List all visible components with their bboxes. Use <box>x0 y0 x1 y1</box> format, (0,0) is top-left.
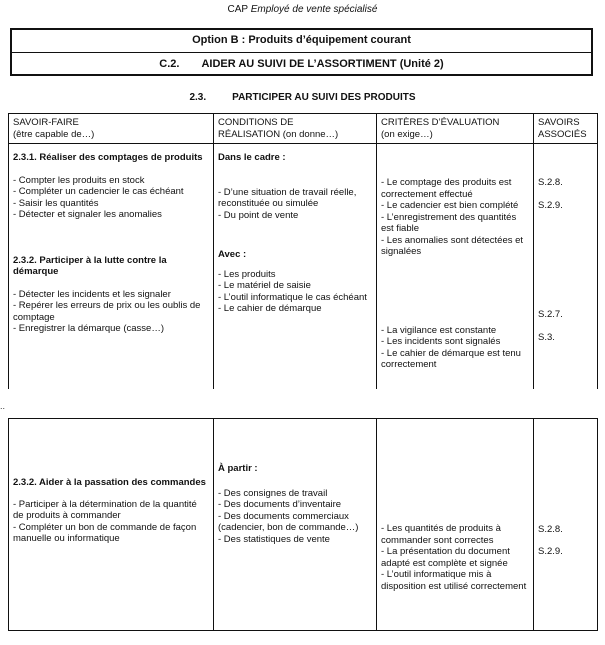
list-item: - L’enregistrement des quantités est fiable <box>381 211 517 234</box>
list-item: - Le comptage des produits est correctement effectué <box>381 177 512 200</box>
header-title: Employé de vente spécialisé <box>250 4 378 15</box>
savoir-ref: S.3. <box>538 331 555 343</box>
page-break-mark: .. <box>0 401 6 411</box>
list-item: - Les produits <box>218 268 276 280</box>
option-box <box>10 28 593 76</box>
list-item: - Des statistiques de vente <box>218 533 330 545</box>
document-header <box>0 4 605 15</box>
list-item: - L’outil informatique le cas échéant <box>218 291 367 303</box>
list-item: - Les incidents sont signalés <box>381 336 501 347</box>
conditions-heading: À partir : <box>218 463 258 474</box>
criteria-cell <box>377 144 534 389</box>
list-item: - Saisir les quantités <box>13 197 99 209</box>
list-item: - La présentation du document adapté est complète et signée <box>381 546 510 569</box>
column-header: CRITÈRES D’ÉVALUATION (on exige…) <box>377 114 534 144</box>
conditions-cell <box>214 144 377 389</box>
column-header: CONDITIONS DE RÉALISATION (on donne…) <box>214 114 377 144</box>
section-code: C.2. <box>159 58 180 70</box>
competency-heading: 2.3.2. Participer à la lutte contre la démarque <box>13 254 167 277</box>
list-item: - Du point de vente <box>218 209 299 221</box>
list-item: - Des documents d’inventaire <box>218 499 342 510</box>
savoir-ref: S.2.8. <box>538 177 563 188</box>
divider <box>12 52 591 53</box>
list-item: - La vigilance est constante <box>381 324 497 336</box>
savoirs-cell <box>534 144 598 389</box>
list-item: - Repérer les erreurs de prix ou les oublis de comptage <box>13 300 201 323</box>
savoir-ref: S.2.9. <box>538 545 563 557</box>
list-item: - Participer à la détermination de la quantité de produits à commander <box>13 498 197 521</box>
subsection-code: 2.3. <box>189 92 207 103</box>
subsection-name: PARTICIPER AU SUIVI DES PRODUITS <box>232 92 416 103</box>
savoir-faire-cell <box>9 144 214 389</box>
list-item: - Compléter un cadencier le cas échéant <box>13 186 184 197</box>
list-item: - Le cadencier est bien complété <box>381 200 519 211</box>
list-item: - Compléter un bon de commande de façon manuelle ou informatique <box>13 521 197 544</box>
competency-heading: 2.3.2. Aider à la passation des commandes <box>13 477 206 488</box>
list-item: - Les anomalies sont détectées et signalées <box>381 234 524 257</box>
savoir-ref: S.2.7. <box>538 309 563 320</box>
option-title: Option B : Produits d’équipement courant <box>192 34 411 46</box>
section-title <box>12 58 591 70</box>
conditions-heading: Dans le cadre : <box>218 152 286 163</box>
savoir-ref: S.2.8. <box>538 524 563 535</box>
list-item: - Détecter les incidents et les signaler <box>13 288 171 300</box>
list-item: - Le cahier de démarque <box>218 303 322 314</box>
list-item: - Le cahier de démarque est tenu correctement <box>381 347 521 370</box>
competency-heading: 2.3.1. Réaliser des comptages de produits <box>13 152 203 163</box>
list-item: - Le matériel de saisie <box>218 280 311 291</box>
conditions-heading: Avec : <box>218 249 247 260</box>
subsection-title <box>0 92 605 103</box>
list-item: - L’outil informatique mis à disposition est utilisé correctement <box>381 569 527 592</box>
column-header: SAVOIR-FAIRE (être capable de…) <box>9 114 214 144</box>
savoir-ref: S.2.9. <box>538 199 563 211</box>
competency-table-continued <box>8 418 598 631</box>
criteria-cell <box>377 419 534 631</box>
conditions-cell <box>214 419 377 631</box>
list-item: - Détecter et signaler les anomalies <box>13 209 162 220</box>
list-item: - Des documents commerciaux (cadencier, bon de commande…) <box>218 510 359 533</box>
table-header-row <box>9 114 598 144</box>
list-item: - Des consignes de travail <box>218 487 328 499</box>
list-item: - D’une situation de travail réelle, reconstituée ou simulée <box>218 186 357 209</box>
savoir-faire-cell <box>9 419 214 631</box>
header-prefix: CAP <box>227 4 251 15</box>
competency-table <box>8 113 598 389</box>
column-header: SAVOIRS ASSOCIÉS <box>534 114 598 144</box>
table-row <box>9 144 598 389</box>
list-item: - Enregistrer la démarque (casse…) <box>13 323 164 334</box>
table-row <box>9 419 598 631</box>
list-item: - Les quantités de produits à commander sont correctes <box>381 523 501 546</box>
savoirs-cell <box>534 419 598 631</box>
list-item: - Compter les produits en stock <box>13 174 145 186</box>
section-name: AIDER AU SUIVI DE L’ASSORTIMENT (Unité 2) <box>201 58 444 70</box>
